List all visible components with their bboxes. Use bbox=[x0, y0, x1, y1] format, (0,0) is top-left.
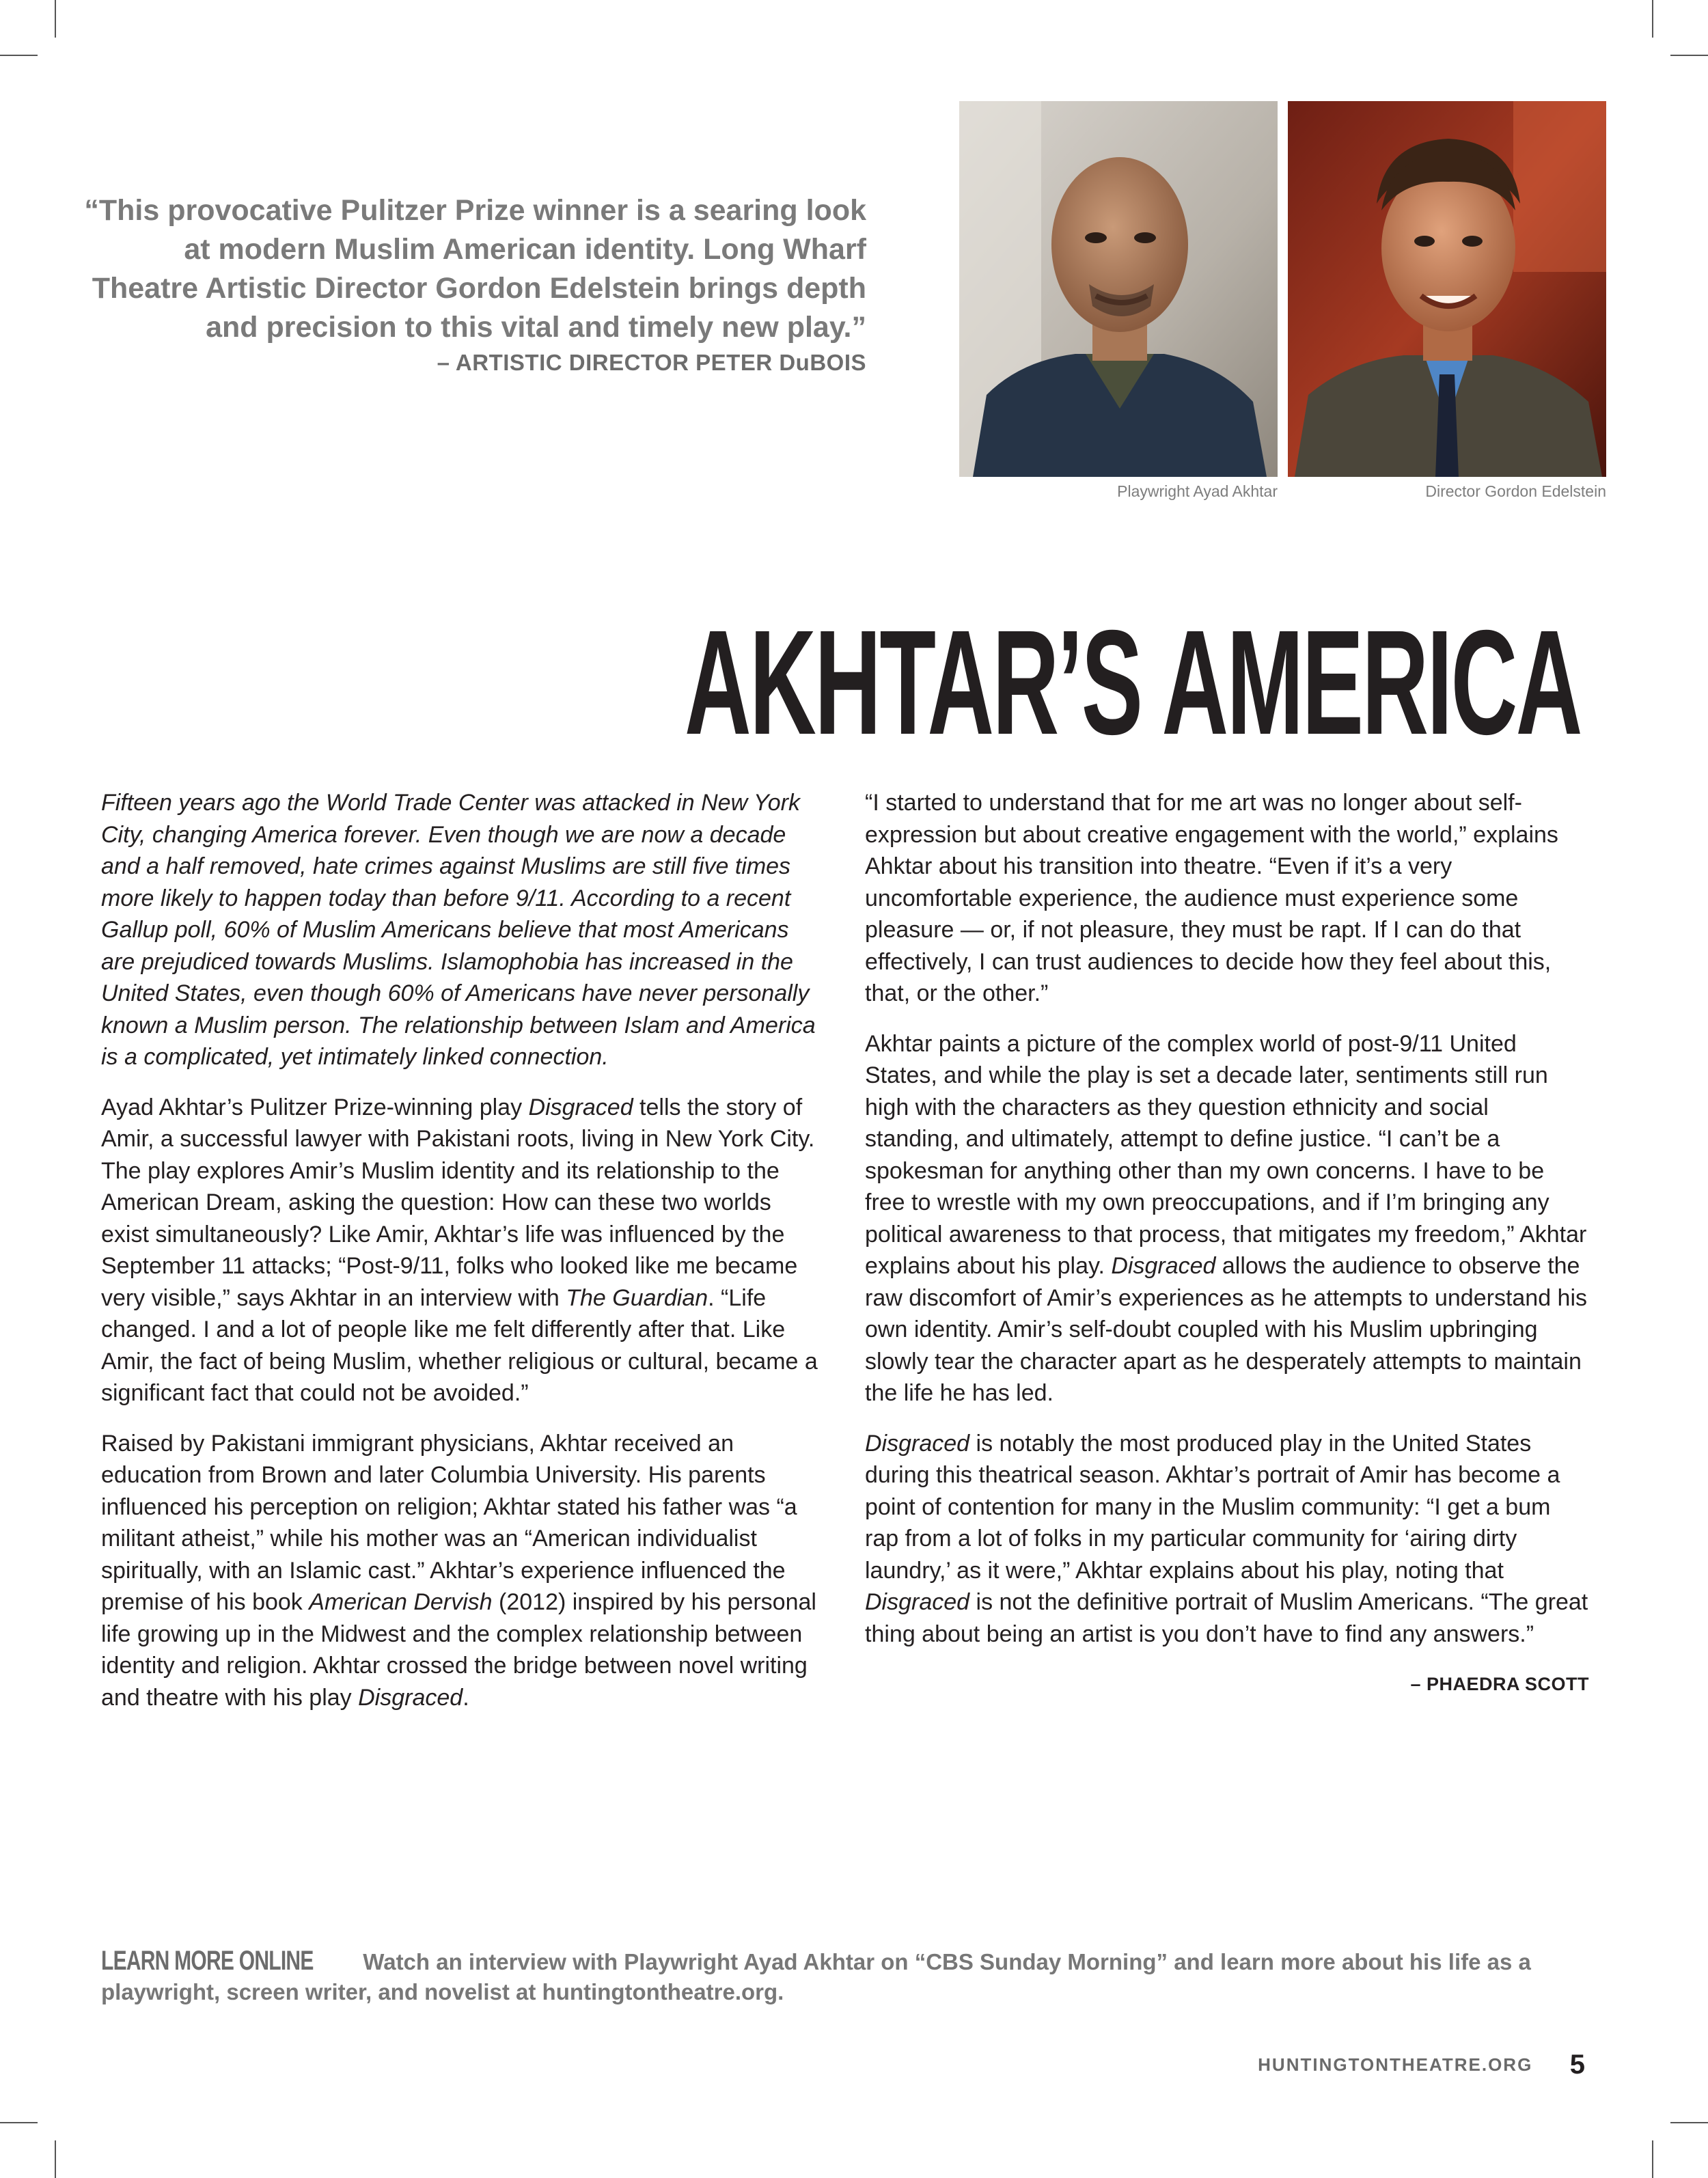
learn-more-label: LEARN MORE ONLINE bbox=[101, 1946, 314, 1976]
text-run: (2012) inspired by his personal life growing up in the Midwest and the complex relationship between identity and religion. Akhtar crossed the bridge between novel writing and theatre with his play bbox=[101, 1589, 816, 1711]
crop-mark bbox=[1652, 0, 1653, 38]
text-run: . “Life changed. I and a lot of people like me felt differently after that. Like Amir, the fact of being Muslim, whether religious or cultural, became a significant fact that could not be avoided.” bbox=[101, 1284, 818, 1406]
playwright-photo bbox=[959, 101, 1278, 477]
director-photo-caption: Director Gordon Edelstein bbox=[1425, 482, 1606, 500]
book-title: American Dervish bbox=[309, 1589, 493, 1615]
crop-mark bbox=[55, 2140, 56, 2178]
footer-website: HUNTINGTONTHEATRE.ORG bbox=[1258, 2054, 1533, 2075]
body-paragraph bbox=[865, 1028, 1589, 1409]
crop-mark bbox=[55, 0, 56, 38]
body-paragraph: “I started to understand that for me art was no longer about self-expression but about creative engagement with the world,” explains Ahktar about his transition into theatre. “Even if it’s a very uncomfortable experience, the audience must experience some pleasure — or, if not pleasure, they must be rapt. If I can do that effectively, I can trust audiences to decide how they feel about this, that, or the other.” bbox=[865, 790, 1558, 1006]
play-title: Disgraced bbox=[1111, 1253, 1216, 1279]
play-title: Disgraced bbox=[865, 1430, 970, 1457]
text-run: tells the story of Amir, a successful lawyer with Pakistani roots, living in New York City. The play explores Amir’s Muslim identity and its relationship to the American Dream, asking the question: How can these two worlds exist simultaneously? Like Amir, Akhtar’s life was influenced by the September 11 attacks; “Post-9/11, folks who looked like me became very visible,” says Akhtar in an interview with bbox=[101, 1094, 815, 1311]
pull-quote-attribution: – ARTISTIC DIRECTOR PETER DuBOIS bbox=[437, 350, 866, 375]
publication-title: The Guardian bbox=[566, 1284, 708, 1311]
learn-more-text: Watch an interview with Playwright Ayad Akhtar on “CBS Sunday Morning” and learn more about his life as a playwright, screen writer, and novelist at huntingtontheatre.org. bbox=[101, 1949, 1531, 2004]
play-title: Disgraced bbox=[865, 1589, 970, 1615]
intro-paragraph: Fifteen years ago the World Trade Center was attacked in New York City, changing America forever. Even though we are now a decade and a half removed, hate crimes against Muslims are still five times more likely to happen today than before 9/11. According to a recent Gallup poll, 60% of Muslim Americans believe that most Americans are prejudiced towards Muslims. Islamophobia has increased in the United States, even though 60% of Americans have never personally known a Muslim person. The relationship between Islam and America is a complicated, yet intimately linked connection. bbox=[101, 790, 816, 1070]
crop-mark bbox=[0, 55, 38, 56]
article-headline: AKHTAR’S AMERICA bbox=[685, 600, 1581, 766]
text-run: allows the audience to observe the raw discomfort of Amir’s experiences as he attempts to understand his own identity. Amir’s self-doubt coupled with his Muslim upbringing slowly tear the character apart as he desperately attempts to maintain the life he has led. bbox=[865, 1253, 1588, 1406]
text-run: Ayad Akhtar’s Pulitzer Prize-winning play bbox=[101, 1094, 529, 1120]
body-paragraph bbox=[865, 1428, 1589, 1651]
play-title: Disgraced bbox=[528, 1094, 633, 1120]
article-left-column bbox=[101, 787, 825, 1732]
crop-mark bbox=[0, 2122, 38, 2123]
author-signoff: – PHAEDRA SCOTT bbox=[1410, 1674, 1589, 1694]
crop-mark bbox=[1670, 55, 1708, 56]
page-number: 5 bbox=[1569, 2050, 1585, 2080]
body-paragraph bbox=[101, 1428, 825, 1714]
article-right-column bbox=[865, 787, 1589, 1700]
text-run: is notably the most produced play in the United States during this theatrical season. Akhtar’s portrait of Amir has become a point of contention for many in the Muslim community: “I get a bum rap from a lot of folks in my particular community for ‘airing dirty laundry,’ as it were,” Akhtar explains about his play, noting that bbox=[865, 1430, 1560, 1584]
text-run: . bbox=[463, 1684, 469, 1711]
director-photo bbox=[1288, 101, 1606, 477]
pull-quote-text: “This provocative Pulitzer Prize winner is a searing look at modern Muslim American identity. Long Wharf Theatre Artistic Director Gordon Edelstein brings depth and precision to this vital and timely new play.” bbox=[84, 194, 866, 344]
learn-more-online bbox=[101, 1946, 1618, 2007]
pull-quote bbox=[82, 191, 866, 376]
play-title: Disgraced bbox=[358, 1684, 463, 1711]
crop-mark bbox=[1652, 2140, 1653, 2178]
text-run: Raised by Pakistani immigrant physicians, Akhtar received an education from Brown and later Columbia University. His parents influenced his perception on religion; Akhtar stated his father was “a militant atheist,” while his mother was an “American individualist spiritually, with an Islamic cast.” Akhtar’s experience influenced the premise of his book bbox=[101, 1430, 797, 1615]
text-run: is not the definitive portrait of Muslim Americans. “The great thing about being an artist is you don’t have to find any answers.” bbox=[865, 1589, 1588, 1647]
body-paragraph bbox=[101, 1092, 825, 1409]
page-footer bbox=[1258, 2050, 1585, 2080]
playwright-photo-caption: Playwright Ayad Akhtar bbox=[1117, 482, 1278, 500]
crop-mark bbox=[1670, 2122, 1708, 2123]
text-run: Akhtar paints a picture of the complex world of post-9/11 United States, and while the play is set a decade later, sentiments still run high with the characters as they question ethnicity and social standing, and ultimately, attempt to define justice. “I can’t be a spokesman for anything other than my own concerns. I have to be free to wrestle with my own preoccupations, and if I’m bringing any political awareness to that process, that mitigates my freedom,” Akhtar explains about his play. bbox=[865, 1030, 1587, 1279]
